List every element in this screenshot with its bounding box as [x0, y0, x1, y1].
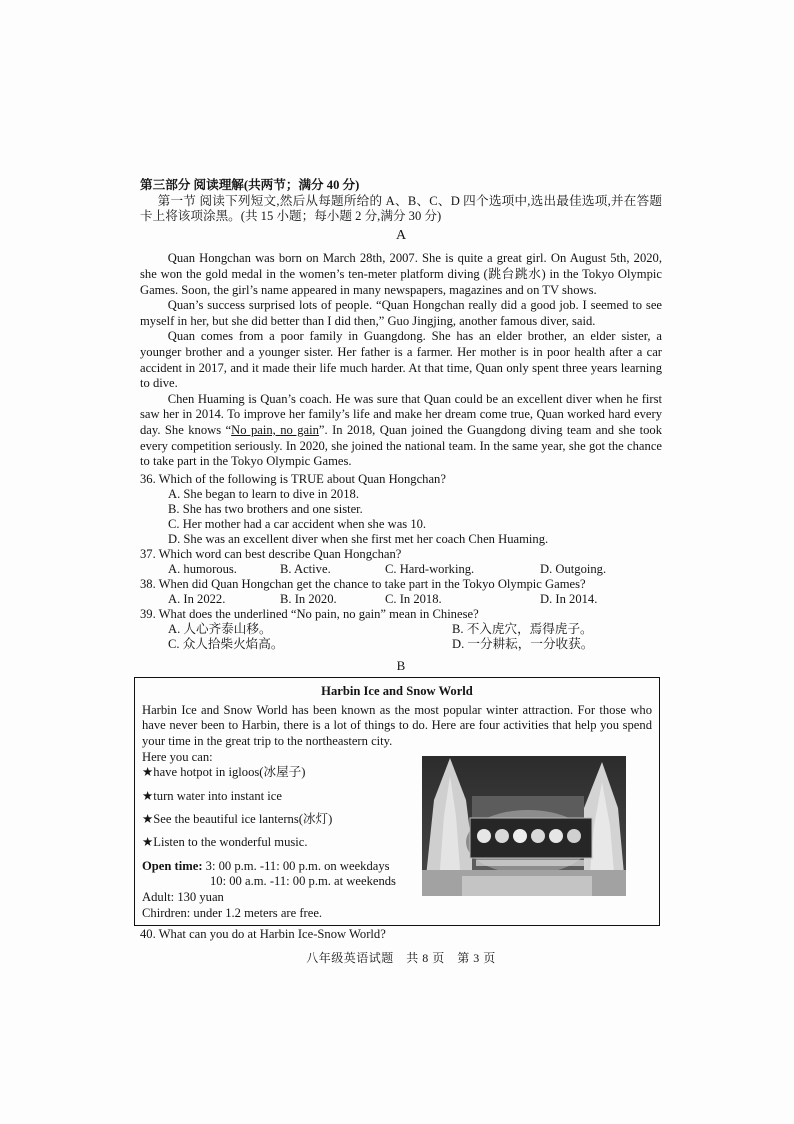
passage-b-label: B — [396, 657, 406, 673]
question-options — [140, 592, 662, 607]
question-option: B. In 2020. — [280, 591, 337, 606]
section-instructions: 第一节 阅读下列短文,然后从每题所给的 A、B、C、D 四个选项中,选出最佳选项,并在答题卡上将该项涂黑。(共 15 小题；每小题 2 分,满分 30 分) — [140, 193, 662, 224]
section-title: 第三部分 阅读理解(共两节；满分 40 分) — [140, 178, 360, 192]
question-option: A. humorous. — [168, 561, 237, 576]
open-time-weekdays: 3: 00 p.m. -11: 00 p.m. on weekdays — [202, 858, 390, 873]
adult-price: Adult: 130 yuan — [142, 890, 224, 904]
question-option: D. In 2014. — [540, 591, 598, 606]
children-price: Chirdren: under 1.2 meters are free. — [142, 905, 323, 920]
list-item: ★have hotpot in igloos(冰屋子) — [142, 765, 306, 780]
paragraph-text: ”. In 2018, Quan joined the Guangdong diving team and she took every competition seriously. In 2020, she joined the national team. In the same year, she got the chance to take part in the Tokyo Olympic Games. — [140, 422, 663, 469]
question-37 — [140, 547, 662, 577]
questions-a — [140, 472, 662, 652]
question-option: D. Outgoing. — [540, 561, 607, 576]
question-39 — [140, 607, 662, 652]
ice-snow-world-photo — [422, 756, 626, 896]
question-option: C. In 2018. — [385, 591, 442, 606]
question-option: B. She has two brothers and one sister. — [168, 501, 363, 516]
question-stem: 36. Which of the following is TRUE about Quan Hongchan? — [140, 471, 446, 486]
question-option: A. She began to learn to dive in 2018. — [168, 486, 359, 501]
question-option: A. 人心齐泰山移。 — [168, 621, 272, 636]
passage-a-paragraph: Quan comes from a poor family in Guangdong. She has an elder brother, an elder sister, a younger brother and a younger sister. Her father is a farmer. Her mother is in poor health after a car accident in 2017, and it made their life much harder. At that time, Quan only spent three years learning to dive. — [140, 329, 662, 391]
question-36 — [140, 472, 662, 547]
passage-a — [140, 251, 662, 469]
page-content — [140, 178, 662, 966]
question-option: D. 一分耕耘，一分收获。 — [452, 636, 594, 651]
question-option: B. 不入虎穴，焉得虎子。 — [452, 621, 593, 636]
list-item: ★turn water into instant ice — [142, 788, 282, 803]
open-time-label: Open time: — [142, 858, 203, 873]
question-40: 40. What can you do at Harbin Ice-Snow World? — [140, 927, 386, 942]
question-stem: 39. What does the underlined “No pain, no gain” mean in Chinese? — [140, 606, 479, 621]
passage-a-paragraph — [140, 392, 662, 470]
underlined-phrase: No pain, no gain — [231, 422, 319, 437]
question-option: C. Hard-working. — [385, 561, 475, 576]
open-time-weekends: 10: 00 a.m. -11: 00 p.m. at weekends — [210, 874, 396, 889]
question-options — [140, 562, 662, 577]
list-item: ★Listen to the wonderful music. — [142, 835, 308, 850]
question-option: D. She was an excellent diver when she first met her coach Chen Huaming. — [168, 531, 549, 546]
list-item: ★See the beautiful ice lanterns(冰灯) — [142, 812, 333, 827]
harbin-info-box — [134, 677, 660, 926]
question-stem: 37. Which word can best describe Quan Hongchan? — [140, 546, 402, 561]
page-footer: 八年级英语试题 共 8 页 第 3 页 — [306, 950, 496, 965]
question-option: C. 众人拾柴火焰高。 — [168, 636, 284, 651]
box-intro: Harbin Ice and Snow World has been known as the most popular winter attraction. For those who have never been to Harbin, there is a lot of things to do. Here are four activities that help you spend your time in the great trip to the northeastern city. — [142, 702, 652, 749]
passage-a-paragraph: Quan’s success surprised lots of people. “Quan Hongchan really did a good job. I seemed to see myself in her, but she did better than I did then,” Guo Jingjing, another famous diver, said. — [140, 298, 662, 328]
box-title: Harbin Ice and Snow World — [321, 684, 473, 699]
question-option: B. Active. — [280, 561, 331, 576]
question-options — [140, 622, 662, 652]
paragraph-text: Chen Huaming is Quan’s coach. He was sure that Quan could be an excellent diver when he first saw her in 2014. To improve her family’s life and make her dream come true, Quan worked hard every day. She knows “ — [140, 391, 662, 437]
activities-heading: Here you can: — [142, 749, 213, 764]
question-stem: 38. When did Quan Hongchan get the chance to take part in the Tokyo Olympic Games? — [140, 576, 586, 591]
question-38 — [140, 577, 662, 607]
question-option: C. Her mother had a car accident when she was 10. — [168, 516, 427, 531]
question-option: A. In 2022. — [168, 591, 226, 606]
passage-a-label: A — [395, 227, 407, 243]
passage-a-paragraph: Quan Hongchan was born on March 28th, 2007. She is quite a great girl. On August 5th, 2020, she won the gold medal in the women’s ten-meter platform diving (跳台跳水) in the Tokyo Olympic Games. Soon, the girl’s name appeared in many newspapers, magazines and on TV shows. — [140, 251, 662, 297]
